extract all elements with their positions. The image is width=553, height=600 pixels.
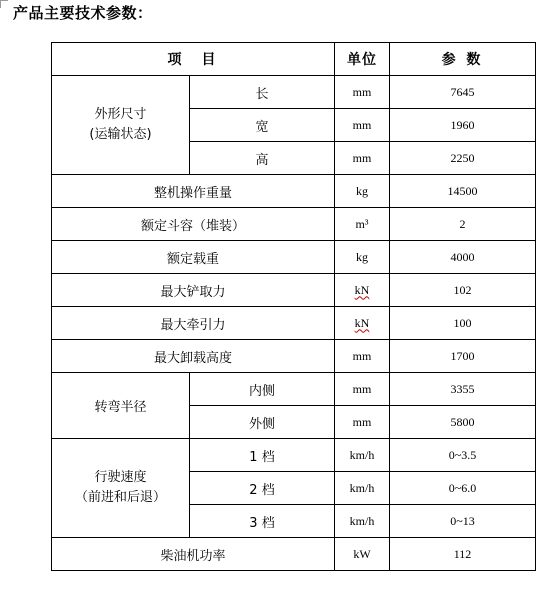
height-value: 2250	[390, 142, 536, 175]
dimensions-label-line2: (运输状态)	[89, 127, 152, 142]
dump-height-label: 最大卸载高度	[52, 340, 335, 373]
turning-inner-value: 3355	[390, 373, 536, 406]
turning-outer-label: 外侧	[190, 406, 335, 439]
gear-3-unit: km/h	[335, 505, 390, 538]
turning-inner-label: 内侧	[190, 373, 335, 406]
load-value: 4000	[390, 241, 536, 274]
gear-2-label: 2 档	[190, 472, 335, 505]
gear-1-unit: km/h	[335, 439, 390, 472]
shovel-force-value: 102	[390, 274, 536, 307]
traction-force-unit: kN	[354, 315, 370, 330]
weight-unit: kg	[335, 175, 390, 208]
dump-height-unit: mm	[335, 340, 390, 373]
length-unit: mm	[335, 76, 390, 109]
bucket-label: 额定斗容（堆装）	[52, 208, 335, 241]
gear-2-value: 0~6.0	[390, 472, 536, 505]
height-label: 高	[190, 142, 335, 175]
turning-inner-unit: mm	[335, 373, 390, 406]
table-row	[52, 538, 536, 571]
header-item: 项 目	[52, 43, 335, 76]
traction-force-value: 100	[390, 307, 536, 340]
speed-label	[52, 439, 190, 538]
table-row	[52, 274, 536, 307]
spec-table	[51, 42, 536, 571]
height-unit: mm	[335, 142, 390, 175]
table-row	[52, 307, 536, 340]
table-row	[52, 175, 536, 208]
load-label: 额定载重	[52, 241, 335, 274]
engine-power-label: 柴油机功率	[52, 538, 335, 571]
speed-label-line1: 行驶速度	[94, 470, 147, 485]
length-label: 长	[190, 76, 335, 109]
table-row	[52, 439, 536, 472]
table-row	[52, 241, 536, 274]
engine-power-unit: kW	[335, 538, 390, 571]
traction-force-label: 最大牵引力	[52, 307, 335, 340]
page-corner-mark	[0, 0, 8, 8]
width-label: 宽	[190, 109, 335, 142]
gear-1-label: 1 档	[190, 439, 335, 472]
gear-3-value: 0~13	[390, 505, 536, 538]
table-row	[52, 373, 536, 406]
bucket-value: 2	[390, 208, 536, 241]
shovel-force-label: 最大铲取力	[52, 274, 335, 307]
speed-label-line2: （前进和后退）	[74, 490, 166, 505]
table-header-row	[52, 43, 536, 76]
turning-radius-label: 转弯半径	[52, 373, 190, 439]
load-unit: kg	[335, 241, 390, 274]
gear-1-value: 0~3.5	[390, 439, 536, 472]
gear-3-label: 3 档	[190, 505, 335, 538]
length-value: 7645	[390, 76, 536, 109]
dump-height-value: 1700	[390, 340, 536, 373]
weight-value: 14500	[390, 175, 536, 208]
weight-label: 整机操作重量	[52, 175, 335, 208]
document-title: 产品主要技术参数：	[13, 4, 153, 22]
gear-2-unit: km/h	[335, 472, 390, 505]
dimensions-label-line1: 外形尺寸	[94, 107, 147, 122]
turning-outer-value: 5800	[390, 406, 536, 439]
width-unit: mm	[335, 109, 390, 142]
table-row	[52, 208, 536, 241]
dimensions-label	[52, 76, 190, 175]
width-value: 1960	[390, 109, 536, 142]
header-value: 参 数	[390, 43, 536, 76]
header-unit: 单位	[335, 43, 390, 76]
bucket-unit: m³	[335, 208, 390, 241]
turning-outer-unit: mm	[335, 406, 390, 439]
table-row	[52, 76, 536, 109]
shovel-force-unit: kN	[354, 282, 370, 297]
table-row	[52, 340, 536, 373]
engine-power-value: 112	[390, 538, 536, 571]
